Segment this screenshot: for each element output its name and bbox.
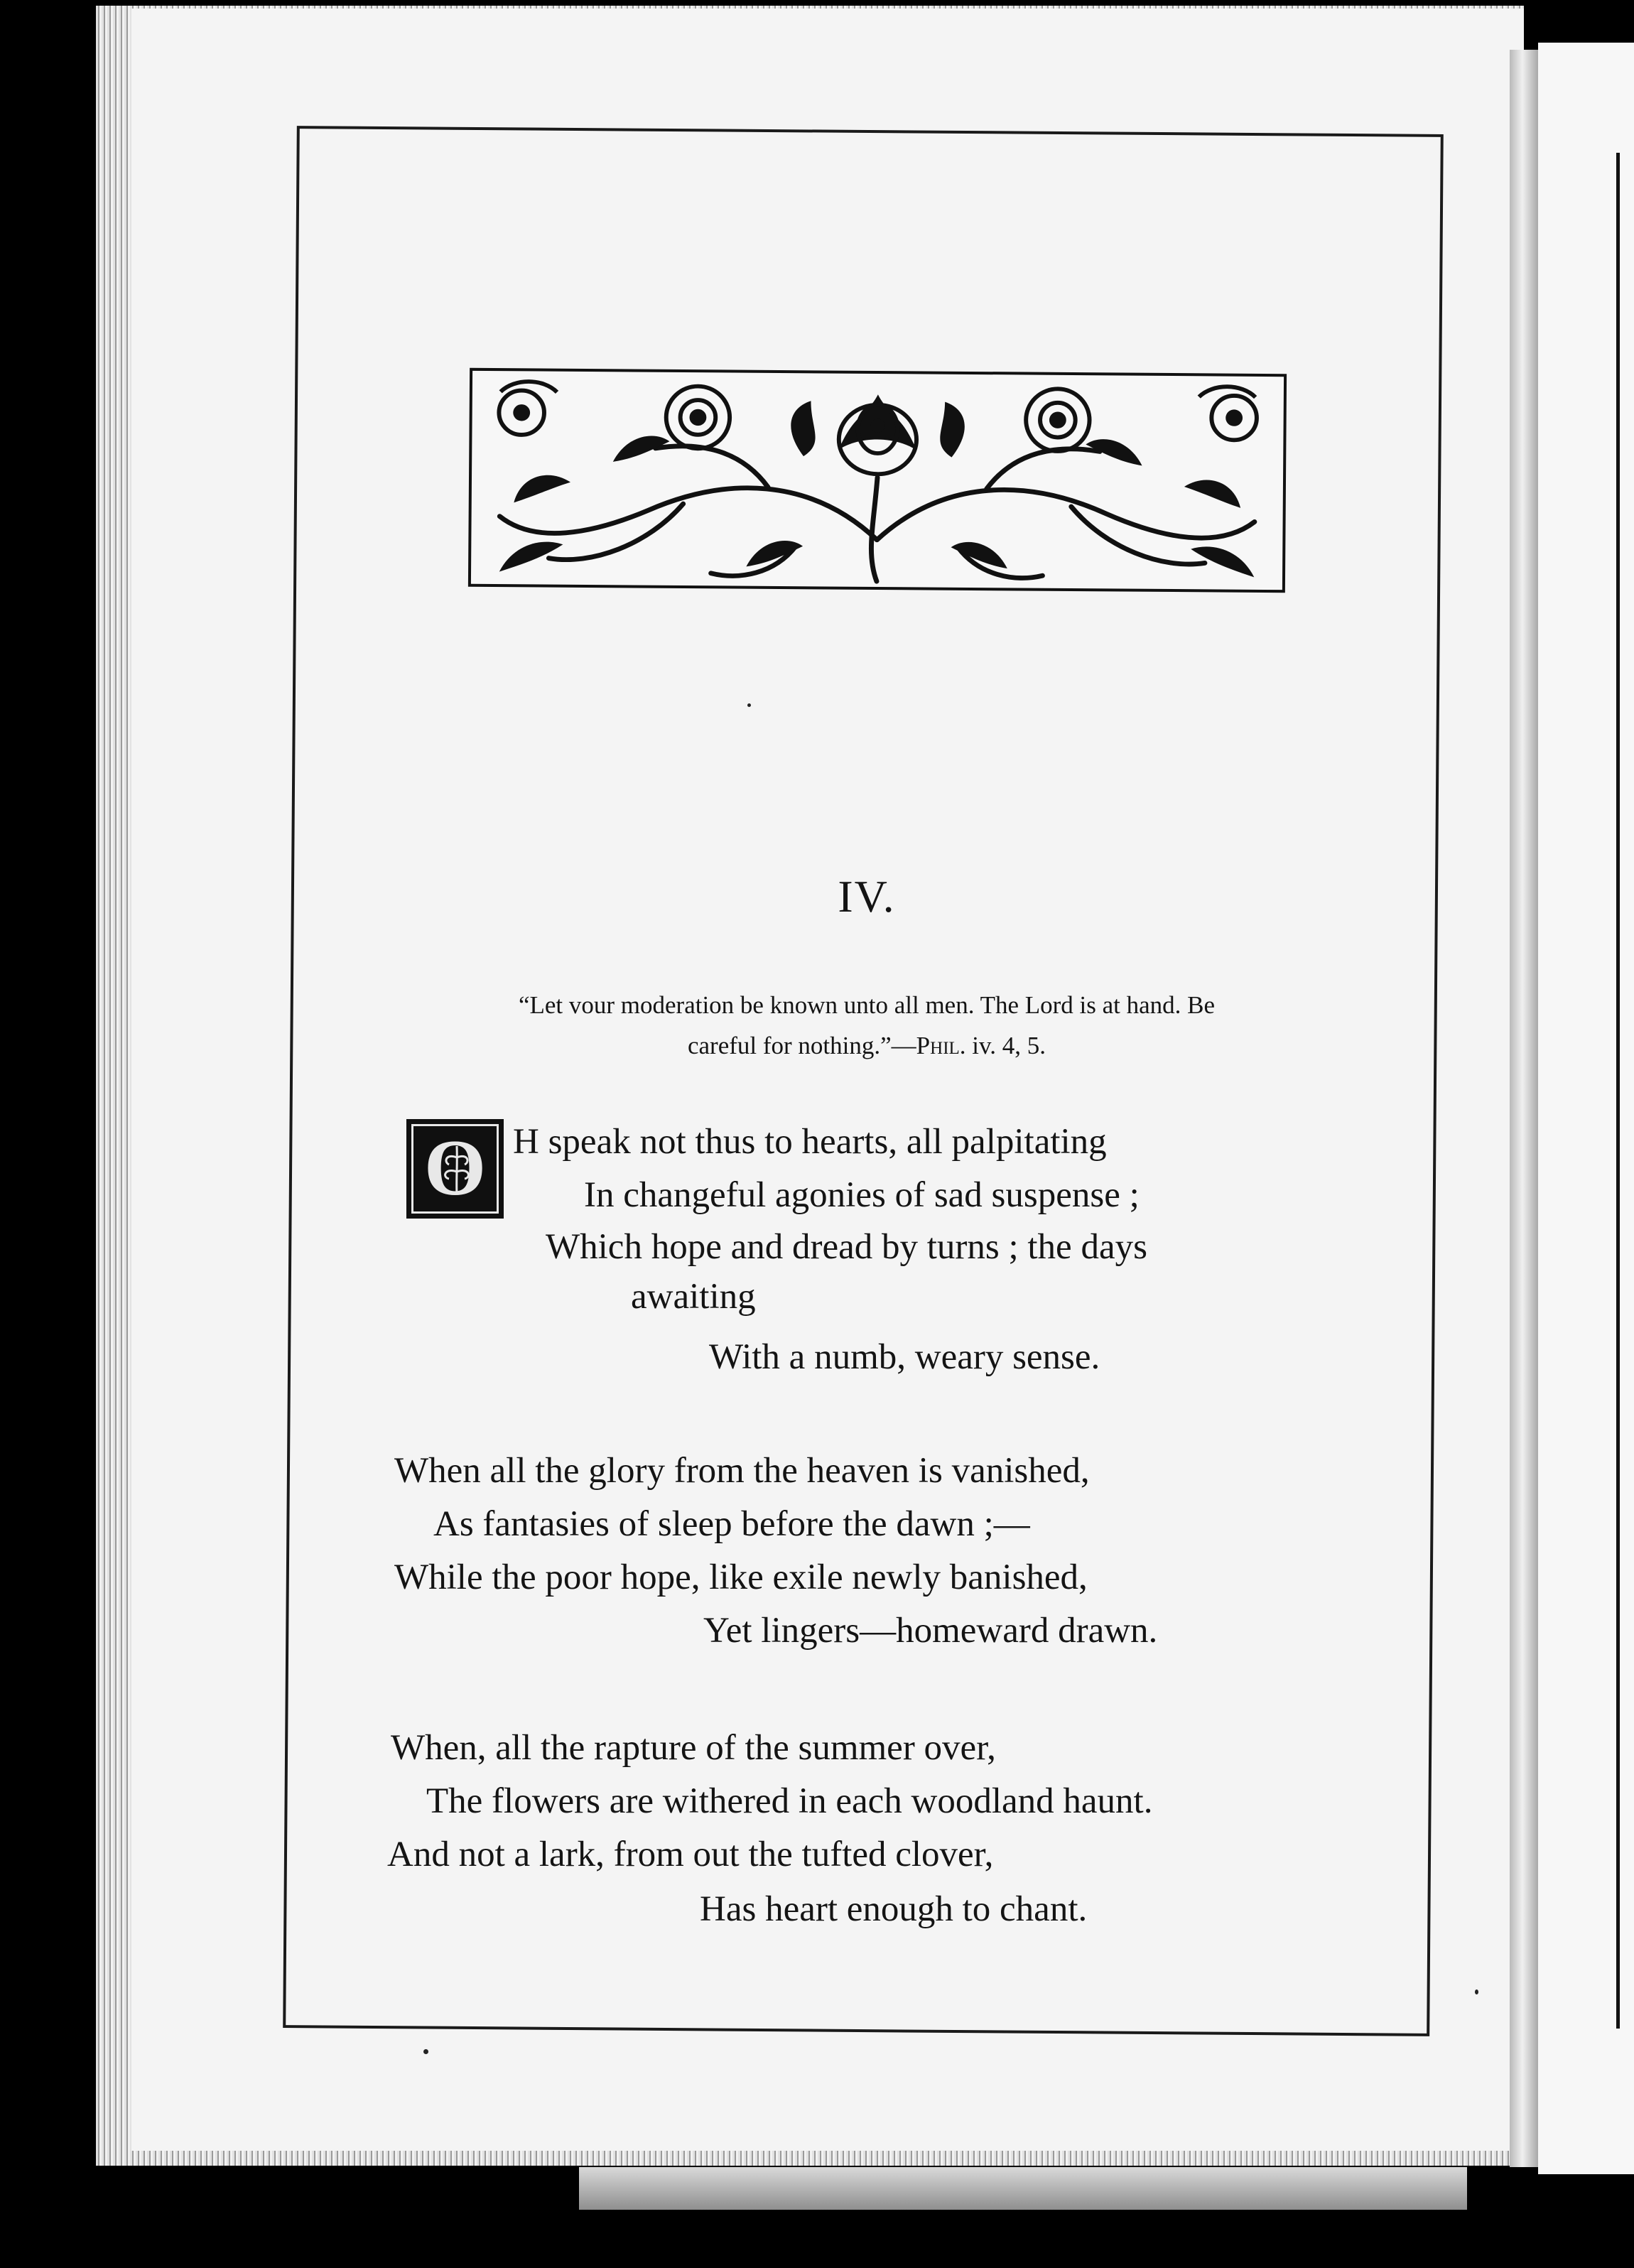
verse-line: When, all the rapture of the summer over, xyxy=(391,1728,996,1768)
drop-cap-frame xyxy=(411,1124,499,1214)
verse-line: With a numb, weary sense. xyxy=(709,1337,1100,1377)
verse-line: The flowers are withered in each woodland haunt. xyxy=(426,1781,1153,1821)
verse-line: Yet lingers—homeward drawn. xyxy=(703,1611,1158,1651)
scan-speck xyxy=(1475,1989,1478,1994)
section-number: IV. xyxy=(838,871,896,922)
drop-cap-letter: O xyxy=(423,1124,487,1212)
verse-line: In changeful agonies of sad suspense ; xyxy=(584,1175,1140,1215)
epigraph-line: “Let vour moderation be known unto all men. The Lord is at hand. Be xyxy=(518,991,1216,1019)
adjacent-page-border xyxy=(1616,153,1620,2029)
book-bottom-edge xyxy=(579,2167,1467,2210)
scan-speck xyxy=(423,2049,428,2054)
acanthus-leaf-icon xyxy=(439,1143,475,1196)
epigraph-citation: Phil. xyxy=(916,1032,966,1059)
verse-line: As fantasies of sleep before the dawn ;— xyxy=(433,1504,1030,1544)
verse-line: awaiting xyxy=(631,1277,756,1317)
epigraph-reference: iv. 4, 5. xyxy=(965,1032,1046,1059)
epigraph-text: careful for nothing.”— xyxy=(687,1032,916,1059)
floral-ornament-graphic xyxy=(471,371,1284,590)
verse-line: Has heart enough to chant. xyxy=(700,1889,1088,1929)
verse-line: And not a lark, from out the tufted clover, xyxy=(387,1835,994,1874)
verse-line: Which hope and dread by turns ; the days xyxy=(546,1227,1147,1267)
decorated-drop-cap xyxy=(406,1119,504,1219)
verse-line: H speak not thus to hearts, all palpitating xyxy=(513,1122,1107,1162)
gutter-shadow xyxy=(1510,50,1538,2167)
floral-headpiece-ornament xyxy=(468,368,1287,593)
scan-speck xyxy=(747,703,751,707)
verse-line: While the poor hope, like exile newly banished, xyxy=(394,1557,1088,1597)
verse-line: When all the glory from the heaven is vanished, xyxy=(394,1451,1090,1491)
epigraph-line xyxy=(497,1032,1236,1060)
